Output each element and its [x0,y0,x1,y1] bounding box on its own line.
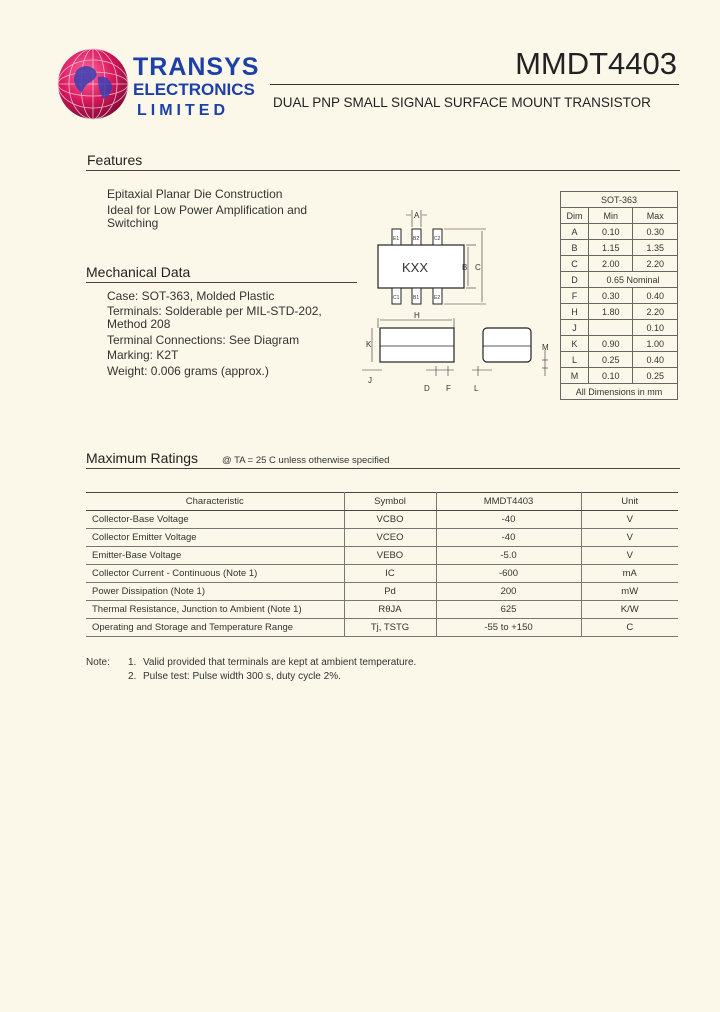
dim-cell [588,320,632,336]
ratings-cell: Collector Emitter Voltage [86,529,344,547]
dim-cell: H [561,304,589,320]
pin-label: C1 [393,295,400,301]
document-subtitle: DUAL PNP SMALL SIGNAL SURFACE MOUNT TRANSISTOR [273,95,651,110]
logo-text-limited: LIMITED [137,102,229,119]
dim-cell: 0.40 [633,288,678,304]
header-divider [270,84,679,85]
ratings-table [86,492,678,637]
ratings-cell: V [581,511,678,529]
pin-label: B2 [413,236,420,242]
dim-cell: 1.35 [633,240,678,256]
dim-cell: B [561,240,589,256]
package-marking: KXX [402,260,429,275]
dim-header: Min [588,208,632,224]
features-heading: Features [87,152,143,168]
dim-header: Max [633,208,678,224]
mechanical-item: Terminals: Solderable per MIL-STD-202, [107,304,322,318]
ratings-cell: 625 [436,601,581,619]
ratings-cell: VCEO [344,529,436,547]
dimensions-table [560,191,678,400]
dim-cell: K [561,336,589,352]
dim-cell: 1.15 [588,240,632,256]
dim-table-footer: All Dimensions in mm [561,384,678,400]
note-number: 2. [128,671,137,682]
mechanical-item: Marking: K2T [107,348,179,362]
ratings-cell: -40 [436,529,581,547]
ratings-cell: V [581,529,678,547]
notes-label: Note: [86,657,110,668]
feature-item: Ideal for Low Power Amplification and [107,203,308,217]
dim-cell: L [561,352,589,368]
ratings-header: Characteristic [86,493,344,511]
ratings-cell: Tj, TSTG [344,619,436,637]
mechanical-item: Method 208 [107,317,171,331]
dim-cell: 0.40 [633,352,678,368]
dim-label-l: L [474,384,479,393]
ratings-cell: Thermal Resistance, Junction to Ambient (Note 1) [86,601,344,619]
ratings-header: Unit [581,493,678,511]
dim-label-j: J [368,376,372,385]
globe-logo-icon [56,47,130,121]
dim-label-m: M [542,343,549,352]
feature-item: Switching [107,216,159,230]
pin-label: B1 [413,295,420,301]
package-outline-diagram [356,200,556,400]
ratings-heading: Maximum Ratings [86,450,199,466]
part-number-title: MMDT4403 [515,46,677,81]
mechanical-item: Case: SOT-363, Molded Plastic [107,289,275,303]
dim-cell: F [561,288,589,304]
mechanical-heading: Mechanical Data [86,264,191,280]
pin-label: E1 [393,236,400,242]
note-number: 1. [128,657,137,668]
dim-cell: 0.30 [588,288,632,304]
logo-text-transys: TRANSYS [133,53,260,81]
dim-label-k: K [366,340,372,349]
package-body-end [483,328,531,362]
dim-table-title: SOT-363 [561,192,678,208]
ratings-cell: Power Dissipation (Note 1) [86,583,344,601]
ratings-cell: mA [581,565,678,583]
ratings-cell: -55 to +150 [436,619,581,637]
dim-label-h: H [414,311,420,320]
dim-cell: 2.20 [633,256,678,272]
dim-cell: 0.65 Nominal [588,272,677,288]
dim-cell: A [561,224,589,240]
ratings-header: Symbol [344,493,436,511]
ratings-cell: RθJA [344,601,436,619]
note-text: Valid provided that terminals are kept at ambient temperature. [143,657,417,668]
dim-label-b: B [462,263,468,272]
ratings-condition: @ TA = 25 C unless otherwise specified [222,455,390,466]
dim-cell: 1.80 [588,304,632,320]
dim-cell: M [561,368,589,384]
dim-cell: 0.25 [588,352,632,368]
package-body-side [380,328,454,362]
dim-cell: 2.20 [633,304,678,320]
dim-cell: 1.00 [633,336,678,352]
features-rule [86,170,680,171]
dim-cell: 0.30 [633,224,678,240]
pin-label: C2 [434,236,441,242]
ratings-header: MMDT4403 [436,493,581,511]
ratings-cell: -40 [436,511,581,529]
ratings-cell: Collector-Base Voltage [86,511,344,529]
pin-label: E2 [434,295,441,301]
ratings-cell: -5.0 [436,547,581,565]
dim-cell: 0.10 [588,224,632,240]
mechanical-item: Terminal Connections: See Diagram [107,333,300,347]
dim-cell: 0.25 [633,368,678,384]
dim-cell: J [561,320,589,336]
dim-cell: C [561,256,589,272]
ratings-cell: VCBO [344,511,436,529]
ratings-cell: mW [581,583,678,601]
dim-cell: D [561,272,589,288]
dim-cell: 0.10 [633,320,678,336]
ratings-cell: VEBO [344,547,436,565]
dim-label-c: C [475,263,481,272]
mechanical-item: Weight: 0.006 grams (approx.) [107,364,269,378]
dim-cell: 0.10 [588,368,632,384]
logo-text-electronics: ELECTRONICS [133,80,255,99]
ratings-cell: Pd [344,583,436,601]
ratings-rule [86,468,680,469]
ratings-cell: V [581,547,678,565]
mechanical-rule [86,282,357,283]
dim-label-d: D [424,384,430,393]
dim-cell: 2.00 [588,256,632,272]
ratings-cell: C [581,619,678,637]
dim-header: Dim [561,208,589,224]
ratings-cell: Emitter-Base Voltage [86,547,344,565]
dim-label-f: F [446,384,451,393]
ratings-cell: Collector Current - Continuous (Note 1) [86,565,344,583]
dim-cell: 0.90 [588,336,632,352]
feature-item: Epitaxial Planar Die Construction [107,187,283,201]
ratings-cell: -600 [436,565,581,583]
dim-label-a: A [414,211,420,220]
ratings-cell: Operating and Storage and Temperature Range [86,619,344,637]
note-text: Pulse test: Pulse width 300 s, duty cycle 2%. [143,671,341,682]
ratings-cell: IC [344,565,436,583]
ratings-cell: K/W [581,601,678,619]
ratings-cell: 200 [436,583,581,601]
